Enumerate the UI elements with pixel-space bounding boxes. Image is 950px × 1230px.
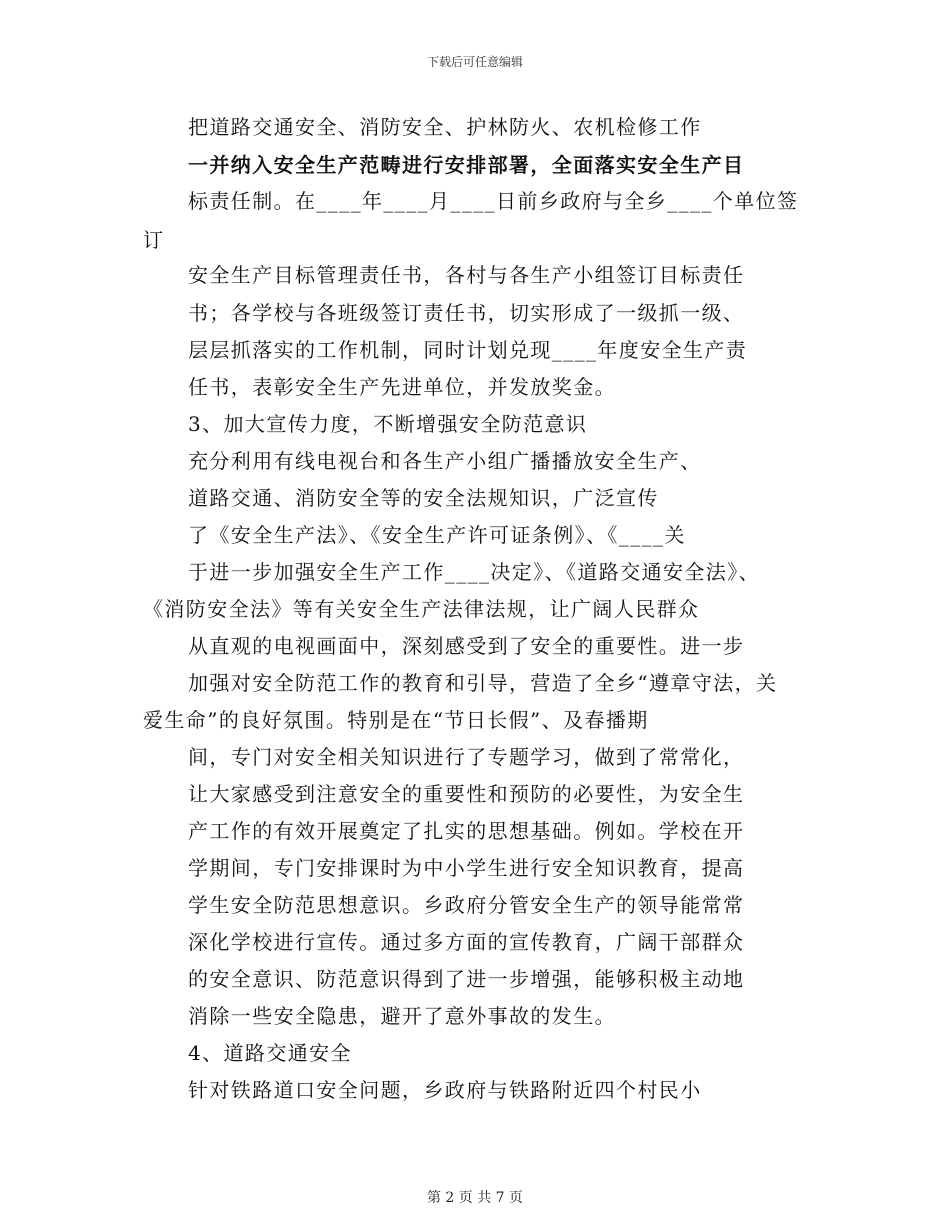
body-line: 充分利用有线电视台和各生产小组广播播放安全生产、 xyxy=(188,449,702,473)
body-line: 把道路交通安全、消防安全、护林防火、农机检修工作 xyxy=(188,115,702,139)
body-line: 的安全意识、防范意识得到了进一步增强，能够积极主动地 xyxy=(188,967,745,991)
body-line: 针对铁路道口安全问题，乡政府与铁路附近四个村民小 xyxy=(188,1078,702,1102)
body-line: 道路交通、消防安全等的安全法规知识，广泛宣传 xyxy=(188,486,659,510)
body-line: 于进一步加强安全生产工作____决定》、《道路交通安全法》、 xyxy=(188,560,760,584)
body-line: 产工作的有效开展奠定了扎实的思想基础。例如。学校在开 xyxy=(188,819,745,843)
body-line: 让大家感受到注意安全的重要性和预防的必要性，为安全生 xyxy=(188,782,745,806)
body-line: 了《安全生产法》、《安全生产许可证条例》、《____关 xyxy=(188,523,686,547)
body-line: 消除一些安全隐患，避开了意外事故的发生。 xyxy=(188,1004,616,1028)
body-line: 爱生命”的良好氛围。特别是在“节日长假”、及春播期 xyxy=(143,708,649,732)
body-line: 从直观的电视画面中，深刻感受到了安全的重要性。进一步 xyxy=(188,634,745,658)
body-line: 学生安全防范思想意识。乡政府分管安全生产的领导能常常 xyxy=(188,893,745,917)
body-line: 学期间，专门安排课时为中小学生进行安全知识教育，提高 xyxy=(188,856,745,880)
body-line-bold: 一并纳入安全生产范畴进行安排部署，全面落实安全生产目 xyxy=(188,153,745,177)
body-line: 加强对安全防范工作的教育和引导，营造了全乡“遵章守法，关 xyxy=(188,671,778,695)
body-line: 安全生产目标管理责任书，各村与各生产小组签订目标责任 xyxy=(188,263,745,287)
body-line: 深化学校进行宣传。通过多方面的宣传教育，广阔干部群众 xyxy=(188,930,745,954)
body-line: 层层抓落实的工作机制，同时计划兑现____年度安全生产责 xyxy=(188,338,748,362)
page-header: 下载后可任意编辑 xyxy=(426,55,523,69)
body-line: 间，专门对安全相关知识进行了专题学习，做到了常常化， xyxy=(188,745,745,769)
body-line: 订 xyxy=(143,228,165,252)
page-footer: 第 2 页 共 7 页 xyxy=(426,1190,524,1206)
body-line: 书；各学校与各班级签订责任书，切实形成了一级抓一级、 xyxy=(188,301,745,325)
body-line: 标责任制。在____年____月____日前乡政府与全乡____个单位签 xyxy=(188,189,799,213)
section-heading: 4、道路交通安全 xyxy=(188,1041,352,1065)
body-line: 《消防安全法》等有关安全生产法律法规，让广阔人民群众 xyxy=(143,597,700,621)
section-heading: 3、加大宣传力度，不断增强安全防范意识 xyxy=(188,412,588,436)
body-line: 任书，表彰安全生产先进单位，并发放奖金。 xyxy=(188,375,616,399)
